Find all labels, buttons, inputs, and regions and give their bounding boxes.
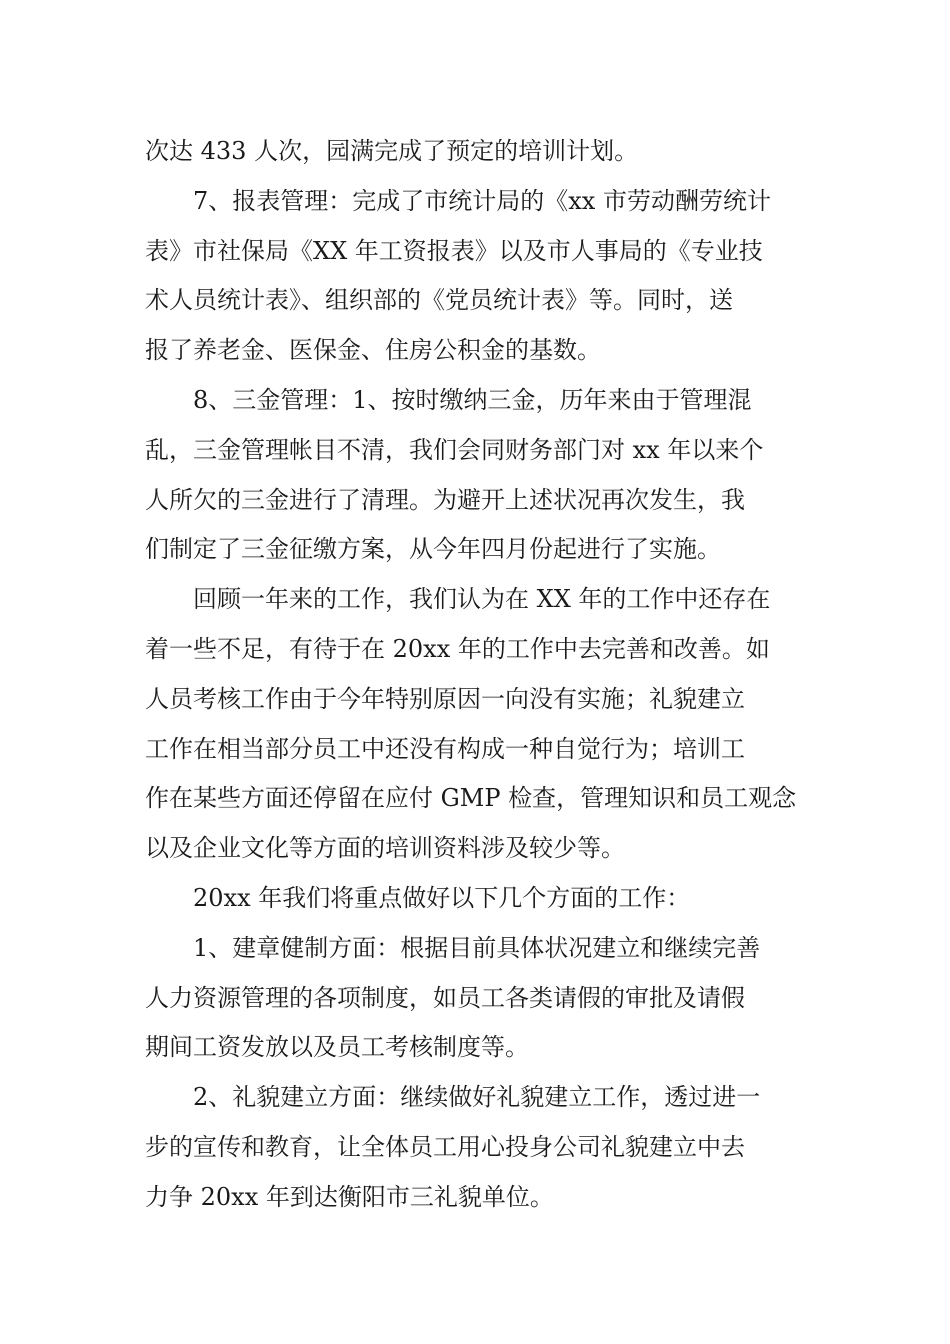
paragraph bbox=[145, 177, 810, 376]
paragraph bbox=[145, 924, 810, 1073]
paragraph bbox=[145, 1073, 810, 1222]
text-line: 人员考核工作由于今年特别原因一向没有实施；礼貌建立 bbox=[145, 684, 745, 713]
document-body bbox=[145, 127, 810, 1223]
paragraph bbox=[145, 874, 810, 924]
text-line: 7、报表管理：完成了市统计局的《xx 市劳动酬劳统计 bbox=[193, 186, 771, 215]
text-line: 术人员统计表》、组织部的《党员统计表》等。同时，送 bbox=[145, 286, 733, 315]
paragraph bbox=[145, 376, 810, 575]
text-line: 人力资源管理的各项制度，如员工各类请假的审批及请假 bbox=[145, 983, 745, 1012]
text-line: 回顾一年来的工作，我们认为在 XX 年的工作中还存在 bbox=[193, 585, 771, 614]
text-line: 次达 433 人次，园满完成了预定的培训计划。 bbox=[145, 137, 639, 165]
text-line: 8、三金管理：1、按时缴纳三金，历年来由于管理混 bbox=[193, 385, 752, 414]
text-line: 步的宣传和教育，让全体员工用心投身公司礼貌建立中去 bbox=[145, 1132, 745, 1161]
text-line: 乱，三金管理帐目不清，我们会同财务部门对 xx 年以来个 bbox=[145, 435, 764, 464]
text-line: 报了养老金、医保金、住房公积金的基数。 bbox=[145, 336, 601, 365]
text-line: 20xx 年我们将重点做好以下几个方面的工作： bbox=[193, 883, 691, 912]
text-line: 们制定了三金征缴方案，从今年四月份起进行了实施。 bbox=[145, 535, 721, 564]
text-line: 表》市社保局《XX 年工资报表》以及市人事局的《专业技 bbox=[145, 236, 763, 265]
text-line: 工作在相当部分员工中还没有构成一种自觉行为；培训工 bbox=[145, 734, 745, 763]
text-line: 力争 20xx 年到达衡阳市三礼貌单位。 bbox=[145, 1182, 554, 1211]
paragraph bbox=[145, 127, 810, 177]
text-line: 作在某些方面还停留在应付 GMP 检查，管理知识和员工观念 bbox=[145, 784, 797, 813]
text-line: 期间工资发放以及员工考核制度等。 bbox=[145, 1033, 529, 1062]
text-line: 以及企业文化等方面的培训资料涉及较少等。 bbox=[145, 834, 625, 863]
text-line: 着一些不足，有待于在 20xx 年的工作中去完善和改善。如 bbox=[145, 634, 770, 663]
text-line: 人所欠的三金进行了清理。为避开上述状况再次发生，我 bbox=[145, 485, 745, 514]
text-line: 1、建章健制方面：根据目前具体状况建立和继续完善 bbox=[193, 933, 761, 962]
text-line: 2、礼貌建立方面：继续做好礼貌建立工作，透过进一 bbox=[193, 1083, 761, 1112]
paragraph bbox=[145, 575, 810, 874]
